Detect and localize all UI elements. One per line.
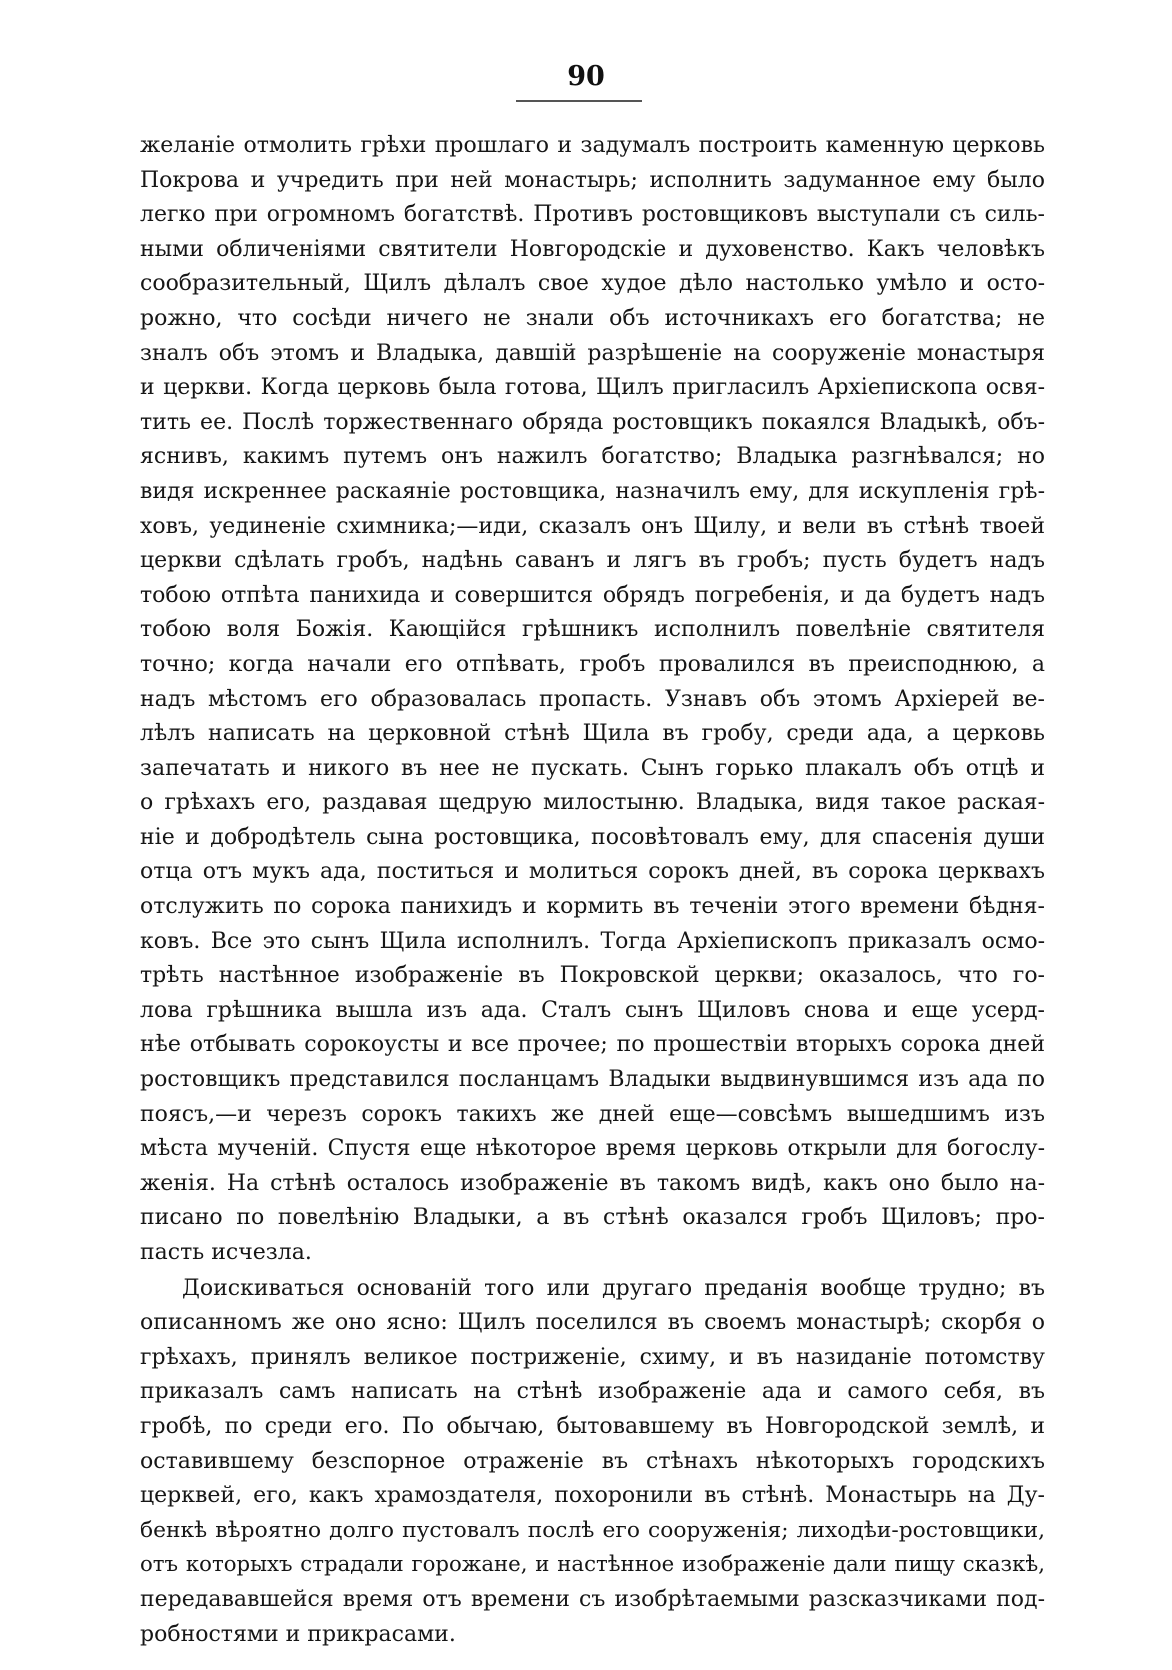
text-line: оставившему безспорное отраженіе въ стѣнахъ нѣкоторыхъ городскихъ [140,1448,1045,1474]
text-line: ростовщикъ представился посланцамъ Владыки выдвинувшимся изъ ада по [140,1067,1045,1093]
text-line: точно; когда начали его отпѣвать, гробъ провалился въ преисподнюю, а [140,651,1045,677]
text-line: церкви сдѣлать гробъ, надѣнь саванъ и лягъ въ гробъ; пусть будетъ надъ [140,548,1045,574]
text-line: ковъ. Все это сынъ Щила исполнилъ. Тогда Архіепископъ приказалъ осмо- [140,928,1045,954]
text-line: бенкѣ вѣроятно долго пустовалъ послѣ его сооруженія; лиходѣи-ростовщики, [140,1517,1045,1543]
text-line: отца отъ мукъ ада, поститься и молиться сорокъ дней, въ сорока церквахъ [140,859,1045,885]
text-line: отъ которыхъ страдали горожане, и настѣнное изображеніе дали пищу сказкѣ, [140,1552,1045,1578]
header-rule [516,100,642,102]
text-line: тобою отпѣта панихида и совершится обрядъ погребенія, и да будетъ надъ [140,582,1045,608]
text-line: запечатать и никого въ нее не пускать. Сынъ горько плакалъ объ отцѣ и [140,755,1045,781]
paragraph [140,129,1045,1271]
text-line: тобою воля Божія. Кающійся грѣшникъ исполнилъ повелѣніе святителя [140,617,1045,643]
text-line: гробѣ, по среди его. По обычаю, бытовавшему въ Новгородской землѣ, и [140,1413,1045,1439]
text-line: грѣхахъ, принялъ великое постриженіе, схиму, и въ назиданіе потомству [140,1344,1045,1370]
text-line: лѣлъ написать на церковной стѣнѣ Щила въ гробу, среди ада, а церковь [140,721,1045,747]
text-line: Покрова и учредить при ней монастырь; исполнить задуманное ему было [140,167,1045,193]
text-line: о грѣхахъ его, раздавая щедрую милостыню. Владыка, видя такое раская- [140,790,1045,816]
text-line: отслужить по сорока панихидъ и кормить въ теченіи этого времени бѣдня- [140,894,1045,920]
text-line: зналъ объ этомъ и Владыка, давшій разрѣшеніе на сооруженіе монастыря [140,340,1045,366]
text-line: писано по повелѣнію Владыки, а въ стѣнѣ оказался гробъ Щиловъ; про- [140,1205,1045,1231]
text-line: описанномъ же оно ясно: Щилъ поселился въ своемъ монастырѣ; скорбя о [140,1310,1045,1336]
text-line: рожно, что сосѣди ничего не знали объ источникахъ его богатства; не [140,305,1045,331]
body-text [140,129,1045,1652]
paragraph [140,1272,1045,1653]
text-line: тить ее. Послѣ торжественнаго обряда ростовщикъ покаялся Владыкѣ, объ- [140,409,1045,435]
text-line: и церкви. Когда церковь была готова, Щилъ пригласилъ Архіепископа освя- [140,375,1045,401]
text-line: поясъ,—и черезъ сорокъ такихъ же дней еще—совсѣмъ вышедшимъ изъ [140,1101,1045,1127]
text-line: церквей, его, какъ храмоздателя, похоронили въ стѣнѣ. Монастырь на Ду- [140,1483,1045,1509]
text-line: Доискиваться основаній того или другаго преданія вообще трудно; въ [182,1275,1045,1301]
text-line: трѣть настѣнное изображеніе въ Покровской церкви; оказалось, что го- [140,963,1045,989]
text-line: ніе и добродѣтель сына ростовщика, посовѣтовалъ ему, для спасенія души [140,824,1045,850]
text-line: ными обличеніями святители Новгородскіе и духовенство. Какъ человѣкъ [140,236,1045,262]
text-line: надъ мѣстомъ его образовалась пропасть. Узнавъ объ этомъ Архіерей ве- [140,686,1045,712]
text-line: женія. На стѣнѣ осталось изображеніе въ такомъ видѣ, какъ оно было на- [140,1170,1045,1196]
text-line: желаніе отмолить грѣхи прошлаго и задумалъ построить каменную церковь [140,133,1045,158]
text-line: приказалъ самъ написать на стѣнѣ изображеніе ада и самого себя, въ [140,1379,1045,1405]
text-line: сообразительный, Щилъ дѣлалъ свое худое дѣло настолько умѣло и осто- [140,271,1045,297]
text-line: лова грѣшника вышла изъ ада. Сталъ сынъ Щиловъ снова и еще усерд- [140,997,1045,1023]
text-line: мѣста мученій. Спустя еще нѣкоторое время церковь открыли для богослу- [140,1136,1045,1162]
text-line: ховъ, уединеніе схимника;—иди, сказалъ онъ Щилу, и вели въ стѣнѣ твоей [140,513,1045,539]
text-line: яснивъ, какимъ путемъ онъ нажилъ богатство; Владыка разгнѣвался; но [140,444,1045,470]
text-line: робностями и прикрасами. [140,1621,456,1647]
text-line: легко при огромномъ богатствѣ. Противъ ростовщиковъ выступали съ силь- [140,202,1045,228]
text-line: нѣе отбывать сорокоусты и все прочее; по прошествіи вторыхъ сорока дней [140,1032,1045,1058]
page-number: 90 [567,61,605,92]
text-line: видя искреннее раскаяніе ростовщика, назначилъ ему, для искупленія грѣ- [140,478,1045,504]
text-line: передававшейся время отъ времени съ изобрѣтаемыми разсказчиками под- [140,1586,1045,1612]
text-line: пасть исчезла. [140,1240,312,1265]
